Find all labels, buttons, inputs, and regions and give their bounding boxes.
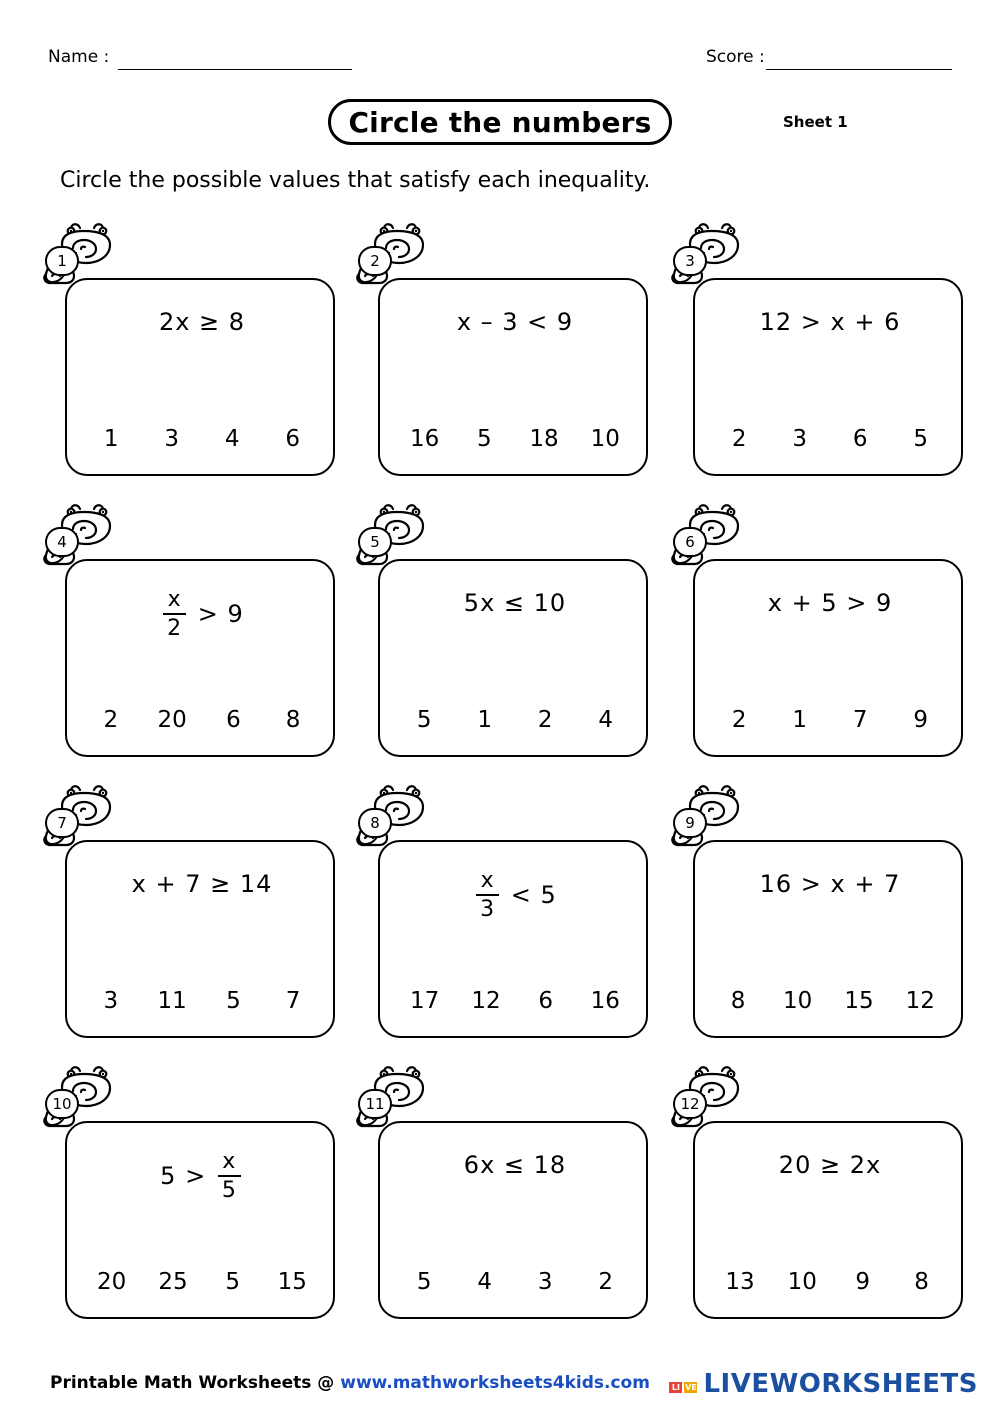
problem-box — [378, 1121, 648, 1319]
problem-10 — [40, 1065, 323, 1310]
worksheet-header — [0, 40, 1000, 80]
choice-option[interactable]: 10 — [787, 1269, 817, 1295]
problem-number: 3 — [673, 246, 707, 276]
choice-option[interactable]: 18 — [529, 426, 559, 452]
problem-number: 9 — [673, 808, 707, 838]
choice-option[interactable]: 5 — [226, 988, 241, 1014]
problem-number: 12 — [673, 1089, 707, 1119]
problem-expression — [67, 589, 337, 641]
fraction-bar — [476, 894, 499, 896]
choice-option[interactable]: 12 — [905, 988, 935, 1014]
choice-option[interactable]: 7 — [285, 988, 301, 1014]
name-label: Name : — [48, 47, 110, 67]
problem-number: 2 — [358, 246, 392, 276]
choice-option[interactable]: 2 — [598, 1269, 614, 1295]
choice-option[interactable]: 9 — [913, 707, 929, 733]
problem-box — [693, 278, 963, 476]
fraction-numerator: x — [167, 587, 182, 612]
problem-box — [65, 1121, 335, 1319]
choice-option[interactable]: 9 — [855, 1269, 871, 1295]
problem-box — [693, 559, 963, 757]
fraction-denominator: 2 — [167, 616, 183, 642]
choice-option[interactable]: 7 — [852, 707, 868, 733]
choice-row — [67, 988, 337, 1014]
choice-row — [67, 426, 337, 452]
choice-option[interactable]: 6 — [226, 707, 241, 733]
logo-tiles — [668, 1375, 698, 1394]
problem-number: 10 — [45, 1089, 79, 1119]
choice-option[interactable]: 5 — [225, 1269, 240, 1295]
problem-7 — [40, 784, 323, 1029]
footer-url[interactable]: www.mathworksheets4kids.com — [340, 1373, 650, 1393]
choice-option[interactable]: 5 — [416, 707, 432, 733]
choice-option[interactable]: 5 — [416, 1269, 432, 1295]
sheet-label: Sheet 1 — [783, 113, 848, 131]
choice-option[interactable]: 2 — [537, 707, 553, 733]
choice-option[interactable]: 4 — [224, 426, 240, 452]
problem-box — [378, 559, 648, 757]
choice-option[interactable]: 3 — [164, 426, 180, 452]
logo-tile-ve: VE — [685, 1382, 697, 1392]
fraction-numerator: x — [222, 1149, 237, 1174]
problem-number: 8 — [358, 808, 392, 838]
choice-option[interactable]: 2 — [731, 426, 747, 452]
problem-row — [40, 784, 970, 1065]
liveworksheets-logo — [668, 1369, 978, 1399]
choice-option[interactable]: 20 — [97, 1269, 127, 1295]
problem-4 — [40, 503, 323, 748]
choice-row — [695, 707, 965, 733]
problem-expression: x – 3 < 9 — [456, 308, 574, 336]
problem-6 — [668, 503, 951, 748]
footer-credit-prefix: Printable Math Worksheets @ — [50, 1373, 341, 1393]
fraction-denominator: 5 — [221, 1178, 237, 1204]
problem-box — [65, 840, 335, 1038]
choice-option[interactable]: 10 — [590, 426, 620, 452]
choice-row — [380, 707, 650, 733]
choice-row — [67, 1269, 337, 1295]
problem-expression — [380, 870, 650, 922]
choice-row — [695, 1269, 965, 1295]
worksheet-title-box — [328, 99, 672, 145]
choice-option[interactable]: 5 — [477, 426, 492, 452]
name-input-line[interactable] — [118, 69, 352, 70]
fraction-bar — [218, 1175, 241, 1177]
choice-option[interactable]: 2 — [731, 707, 747, 733]
choice-option[interactable]: 10 — [783, 988, 813, 1014]
choice-option[interactable]: 6 — [852, 426, 868, 452]
problem-grid — [40, 222, 970, 1346]
problem-row — [40, 1065, 970, 1346]
page-title: Circle the numbers — [348, 105, 652, 139]
choice-option[interactable]: 17 — [410, 988, 440, 1014]
choice-row — [695, 426, 965, 452]
choice-option[interactable]: 20 — [157, 707, 187, 733]
choice-option[interactable]: 2 — [103, 707, 119, 733]
problem-box — [378, 840, 648, 1038]
choice-option[interactable]: 6 — [285, 426, 301, 452]
choice-option[interactable]: 25 — [158, 1269, 188, 1295]
problem-number: 1 — [45, 246, 79, 276]
expression-part: < 5 — [502, 881, 557, 910]
problem-expression: 2x ≥ 8 — [158, 308, 246, 336]
problem-box — [693, 1121, 963, 1319]
problem-number: 6 — [673, 527, 707, 557]
fraction — [163, 588, 186, 640]
problem-number: 11 — [358, 1089, 392, 1119]
problem-number: 4 — [45, 527, 79, 557]
choice-option[interactable]: 6 — [538, 988, 553, 1014]
problem-expression: 6x ≤ 18 — [463, 1151, 567, 1179]
problem-expression: 12 > x + 6 — [759, 308, 901, 336]
choice-row — [380, 988, 650, 1014]
worksheet-footer — [0, 1363, 1000, 1413]
problem-expression: 16 > x + 7 — [759, 870, 901, 898]
choice-option[interactable]: 1 — [103, 426, 119, 452]
choice-option[interactable]: 3 — [537, 1269, 553, 1295]
problem-8 — [353, 784, 636, 1029]
fraction — [218, 1150, 241, 1202]
footer-credit — [50, 1373, 650, 1393]
problem-number: 5 — [358, 527, 392, 557]
choice-option[interactable]: 1 — [792, 707, 808, 733]
problem-3 — [668, 222, 951, 467]
choice-row — [695, 988, 965, 1014]
choice-option[interactable]: 11 — [157, 988, 187, 1014]
problem-expression: x + 7 ≥ 14 — [131, 870, 273, 898]
fraction-numerator: x — [480, 868, 495, 893]
expression-part: 5 > — [160, 1162, 215, 1191]
problem-expression: x + 5 > 9 — [767, 589, 893, 617]
problem-box — [65, 559, 335, 757]
choice-option[interactable]: 4 — [598, 707, 614, 733]
problem-5 — [353, 503, 636, 748]
problem-12 — [668, 1065, 951, 1310]
choice-option[interactable]: 1 — [477, 707, 493, 733]
fraction-bar — [163, 613, 186, 615]
score-input-line[interactable] — [766, 69, 952, 70]
problem-row — [40, 503, 970, 784]
choice-option[interactable]: 15 — [277, 1269, 307, 1295]
fraction — [476, 869, 499, 921]
instruction-text: Circle the possible values that satisfy each inequality. — [60, 168, 651, 193]
problem-11 — [353, 1065, 636, 1310]
choice-option[interactable]: 8 — [914, 1269, 929, 1295]
problem-row — [40, 222, 970, 503]
choice-option[interactable]: 5 — [913, 426, 929, 452]
choice-option[interactable]: 8 — [285, 707, 301, 733]
choice-row — [380, 426, 650, 452]
problem-1 — [40, 222, 323, 467]
choice-option[interactable]: 16 — [410, 426, 440, 452]
score-label: Score : — [706, 47, 765, 67]
logo-tile-li: LI — [669, 1382, 682, 1393]
problem-expression: 5x ≤ 10 — [463, 589, 567, 617]
choice-option[interactable]: 8 — [730, 988, 746, 1014]
problem-2 — [353, 222, 636, 467]
problem-expression: 20 ≥ 2x — [778, 1151, 882, 1179]
fraction-denominator: 3 — [480, 897, 496, 923]
logo-wordmark: LIVEWORKSHEETS — [703, 1369, 978, 1399]
problem-box — [378, 278, 648, 476]
choice-option[interactable]: 3 — [103, 988, 119, 1014]
choice-option[interactable]: 16 — [590, 988, 620, 1014]
problem-expression — [67, 1151, 337, 1203]
expression-part: > 9 — [189, 600, 244, 629]
problem-number: 7 — [45, 808, 79, 838]
problem-box — [693, 840, 963, 1038]
problem-9 — [668, 784, 951, 1029]
choice-option[interactable]: 3 — [792, 426, 808, 452]
choice-option[interactable]: 12 — [471, 988, 501, 1014]
problem-box — [65, 278, 335, 476]
choice-option[interactable]: 15 — [844, 988, 874, 1014]
choice-option[interactable]: 13 — [725, 1269, 755, 1295]
choice-row — [380, 1269, 650, 1295]
choice-option[interactable]: 4 — [477, 1269, 493, 1295]
choice-row — [67, 707, 337, 733]
